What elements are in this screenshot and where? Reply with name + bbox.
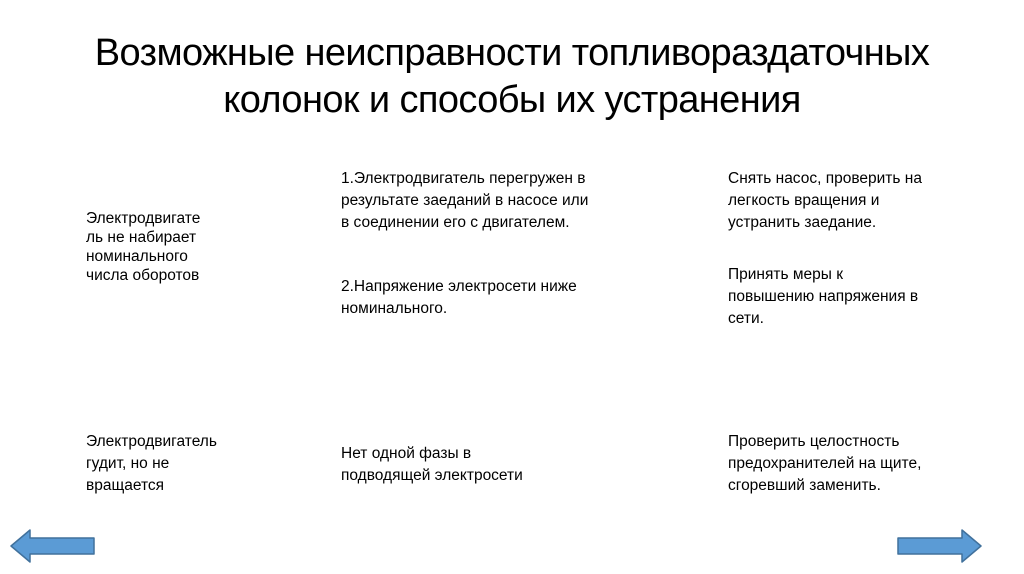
slide-title <box>40 30 984 124</box>
cause-missing-phase: Нет одной фазы в подводящей электросети <box>341 445 523 484</box>
fault-engine-hums: Электродвигатель гудит, но не вращается <box>86 433 217 494</box>
next-slide-button[interactable] <box>896 528 982 564</box>
prev-slide-button[interactable] <box>10 528 96 564</box>
remedy-check-fuses: Проверить целостность предохранителей на щите, сгоревший заменить. <box>728 433 922 494</box>
remedy-remove-pump: Снять насос, проверить на легкость вращения и устранить заедание. <box>728 170 922 231</box>
arrow-right-icon <box>896 528 982 564</box>
title-line-2: колонок и способы их устранения <box>223 79 801 121</box>
cause-engine-overloaded: 1.Электродвигатель перегружен в результате заеданий в насосе или в соединении его с двигателем. <box>341 170 589 231</box>
cause-low-voltage: 2.Напряжение электросети ниже номинального. <box>341 278 577 317</box>
title-line-1: Возможные неисправности топливораздаточных <box>94 32 930 74</box>
fault-engine-low-rpm: Электродвигате ль не набирает номинального числа оборотов <box>86 210 201 284</box>
arrow-left-icon <box>10 528 96 564</box>
remedy-raise-voltage: Принять меры к повышению напряжения в сети. <box>728 266 919 327</box>
